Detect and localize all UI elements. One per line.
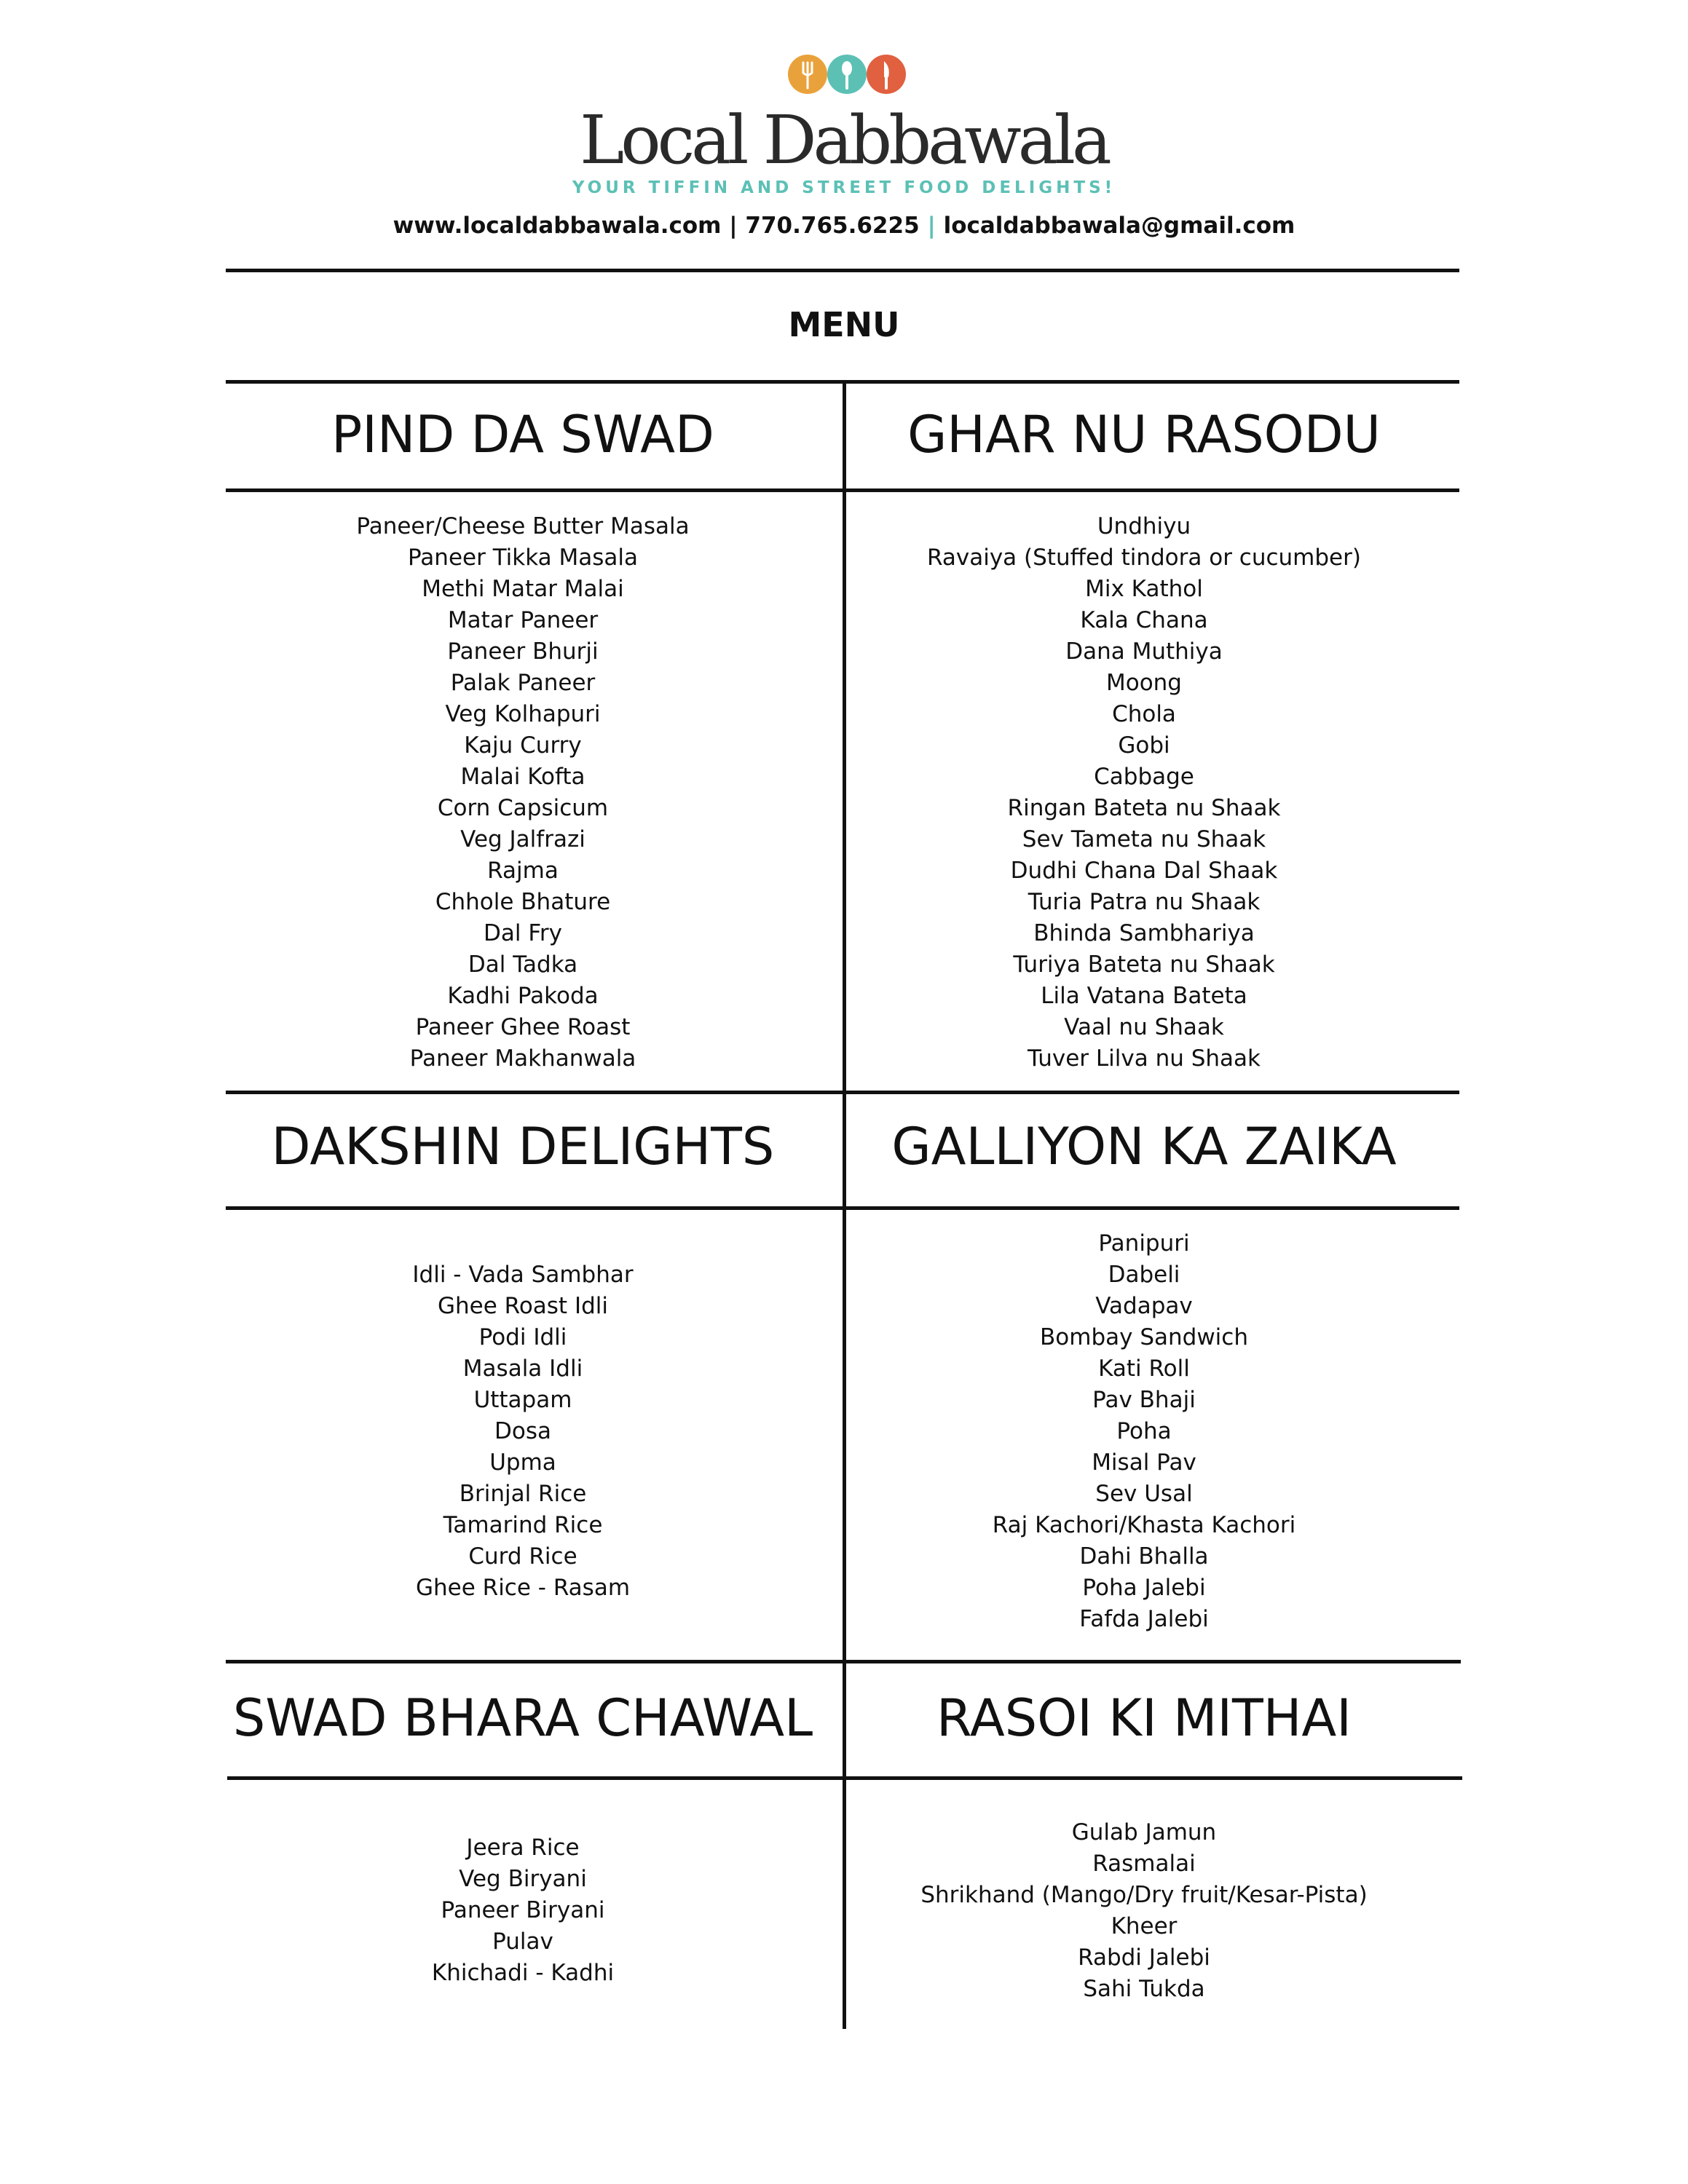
menu-item: Mix Kathol	[1085, 576, 1203, 602]
menu-item: Sev Tameta nu Shaak	[1022, 826, 1266, 852]
menu-item: Dudhi Chana Dal Shaak	[1010, 858, 1278, 884]
phone-number[interactable]: 770.765.6225	[745, 213, 920, 239]
menu-item: Turia Patra nu Shaak	[1028, 889, 1261, 915]
menu-item: Ghee Rice - Rasam	[415, 1575, 631, 1601]
menu-item: Dahi Bhalla	[1079, 1543, 1209, 1570]
menu-item: Jeera Rice	[466, 1835, 580, 1861]
website-link[interactable]: www.localdabbawala.com	[393, 213, 722, 239]
menu-item: Uttapam	[473, 1387, 572, 1413]
menu-item: Fafda Jalebi	[1079, 1606, 1209, 1632]
menu-item: Upma	[489, 1449, 556, 1476]
menu-item: Idli - Vada Sambhar	[412, 1262, 634, 1288]
menu-item: Paneer Biryani	[441, 1897, 605, 1923]
section-heading-ghar-nu-rasodu: GHAR NU RASODU	[907, 405, 1381, 464]
menu-item: Paneer Ghee Roast	[415, 1014, 631, 1040]
menu-item: Rasmalai	[1092, 1851, 1196, 1877]
menu-item: Raj Kachori/Khasta Kachori	[992, 1512, 1296, 1538]
section-heading-dakshin-delights: DAKSHIN DELIGHTS	[271, 1117, 775, 1176]
menu-item: Dal Tadka	[468, 951, 578, 978]
menu-list	[846, 1228, 1442, 1635]
menu-item: Matar Paneer	[447, 607, 599, 633]
menu-item: Rajma	[487, 858, 559, 884]
divider	[226, 488, 1459, 492]
menu-list	[846, 511, 1442, 1075]
menu-item: Bhinda Sambhariya	[1033, 920, 1255, 946]
menu-list	[226, 1259, 820, 1604]
email-link[interactable]: localdabbawala@gmail.com	[943, 213, 1295, 239]
separator: |	[729, 213, 746, 239]
menu-item: Palak Paneer	[450, 670, 596, 696]
tagline: YOUR TIFFIN AND STREET FOOD DELIGHTS!	[572, 178, 1116, 197]
menu-list	[226, 1832, 820, 1989]
menu-item: Panipuri	[1098, 1230, 1190, 1257]
menu-item: Paneer Bhurji	[447, 638, 599, 665]
menu-item: Vaal nu Shaak	[1064, 1014, 1224, 1040]
menu-item: Kaju Curry	[464, 732, 582, 759]
menu-item: Poha	[1116, 1418, 1172, 1444]
menu-item: Veg Kolhapuri	[445, 701, 601, 727]
menu-item: Cabbage	[1094, 764, 1194, 790]
menu-item: Brinjal Rice	[459, 1481, 587, 1507]
menu-item: Bombay Sandwich	[1040, 1324, 1248, 1350]
menu-item: Dana Muthiya	[1065, 638, 1223, 665]
divider	[226, 1206, 1459, 1210]
menu-item: Rabdi Jalebi	[1078, 1944, 1210, 1971]
menu-item: Gobi	[1118, 732, 1170, 759]
menu-item: Undhiyu	[1097, 513, 1191, 539]
menu-item: Masala Idli	[462, 1356, 583, 1382]
menu-item: Kala Chana	[1080, 607, 1208, 633]
menu-item: Poha Jalebi	[1082, 1575, 1206, 1601]
menu-list	[226, 511, 820, 1075]
menu-item: Dal Fry	[483, 920, 562, 946]
menu-item: Chhole Bhature	[435, 889, 611, 915]
menu-item: Paneer Tikka Masala	[408, 545, 638, 571]
menu-item: Tamarind Rice	[443, 1512, 603, 1538]
menu-item: Vadapav	[1095, 1293, 1193, 1319]
divider	[226, 1091, 1459, 1094]
menu-item: Curd Rice	[468, 1543, 577, 1570]
menu-item: Sev Usal	[1095, 1481, 1193, 1507]
contact-line	[0, 211, 1688, 240]
menu-item: Dabeli	[1108, 1262, 1180, 1288]
section-heading-rasoi-ki-mithai: RASOI KI MITHAI	[936, 1688, 1352, 1748]
menu-item: Misal Pav	[1092, 1449, 1196, 1476]
menu-item: Turiya Bateta nu Shaak	[1013, 951, 1275, 978]
menu-item: Kheer	[1111, 1913, 1178, 1939]
menu-item: Moong	[1105, 670, 1182, 696]
menu-item: Lila Vatana Bateta	[1041, 983, 1247, 1009]
divider	[226, 269, 1459, 272]
menu-item: Chola	[1112, 701, 1176, 727]
separator: |	[927, 213, 944, 239]
divider	[226, 1660, 1461, 1663]
menu-item: Methi Matar Malai	[422, 576, 624, 602]
menu-item: Podi Idli	[478, 1324, 567, 1350]
menu-item: Kadhi Pakoda	[447, 983, 599, 1009]
menu-item: Corn Capsicum	[437, 795, 609, 821]
menu-item: Ghee Roast Idli	[438, 1293, 608, 1319]
menu-item: Sahi Tukda	[1083, 1976, 1205, 2002]
divider	[227, 1776, 1462, 1780]
section-heading-swad-bhara-chawal: SWAD BHARA CHAWAL	[232, 1688, 813, 1748]
menu-item: Paneer/Cheese Butter Masala	[356, 513, 690, 539]
menu-item: Ringan Bateta nu Shaak	[1007, 795, 1281, 821]
section-heading-pind-da-swad: PIND DA SWAD	[331, 405, 714, 464]
menu-item: Malai Kofta	[460, 764, 585, 790]
menu-item: Ravaiya (Stuffed tindora or cucumber)	[927, 545, 1361, 571]
logo-icon	[787, 52, 907, 96]
section-heading-galliyon-ka-zaika: GALLIYON KA ZAIKA	[891, 1117, 1397, 1176]
menu-item: Gulab Jamun	[1071, 1819, 1217, 1845]
menu-item: Paneer Makhanwala	[409, 1045, 636, 1072]
menu-list	[846, 1817, 1442, 2005]
menu-item: Khichadi - Kadhi	[431, 1960, 615, 1986]
menu-item: Pulav	[492, 1928, 553, 1955]
menu-item: Veg Jalfrazi	[460, 826, 585, 852]
menu-item: Dosa	[494, 1418, 551, 1444]
menu-item: Shrikhand (Mango/Dry fruit/Kesar-Pista)	[920, 1882, 1368, 1908]
menu-item: Veg Biryani	[459, 1866, 587, 1892]
menu-item: Kati Roll	[1098, 1356, 1190, 1382]
menu-item: Pav Bhaji	[1092, 1387, 1196, 1413]
brand-name: Local Dabbawala	[580, 101, 1108, 179]
menu-item: Tuver Lilva nu Shaak	[1027, 1045, 1261, 1072]
menu-title: MENU	[788, 305, 900, 344]
